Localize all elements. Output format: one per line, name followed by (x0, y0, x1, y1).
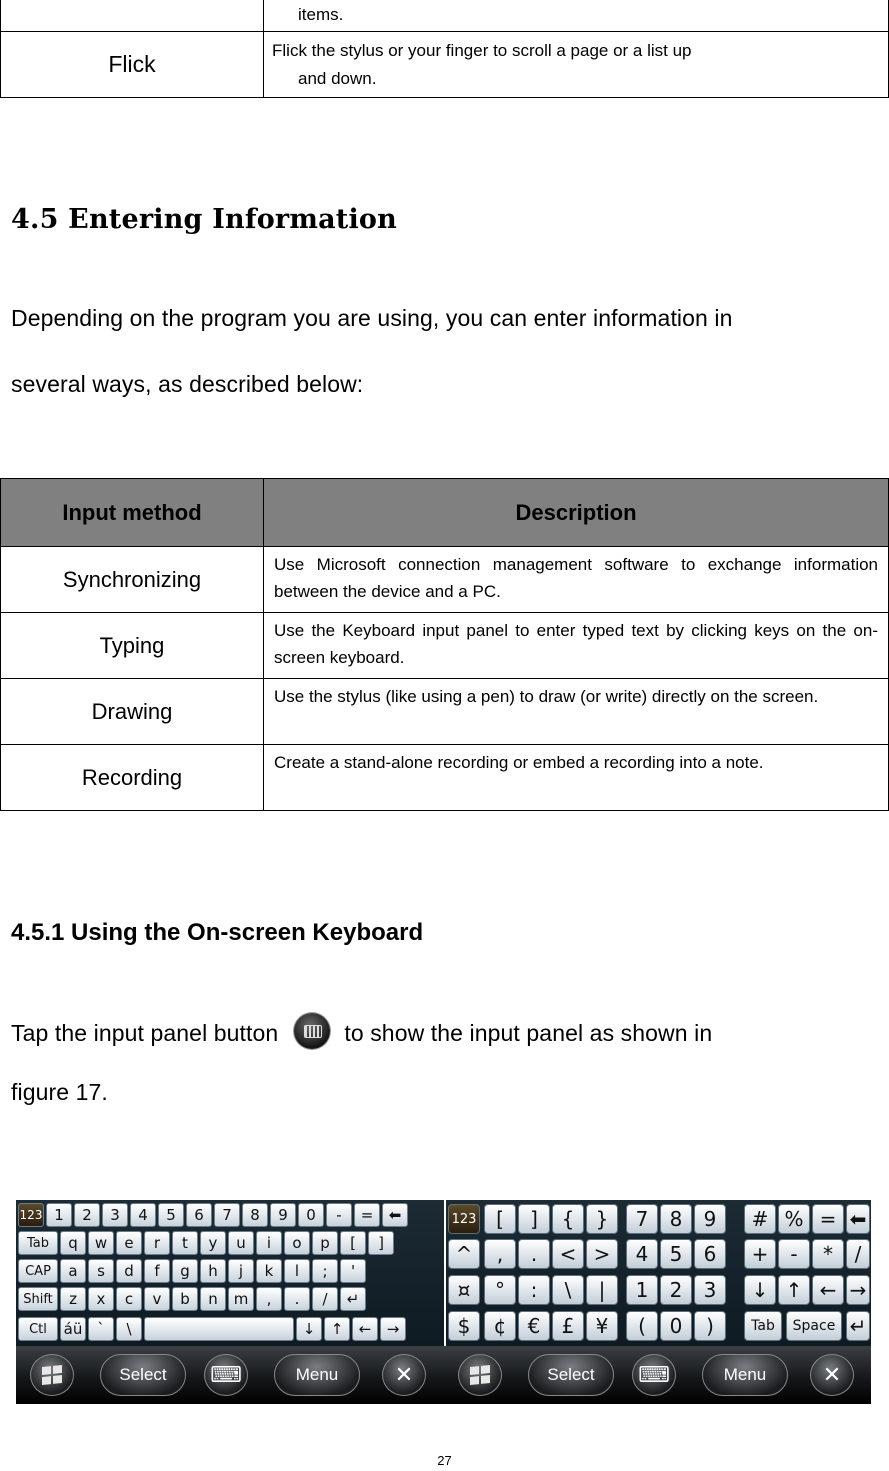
keyboard-key[interactable]: 2 (74, 1203, 100, 1227)
keyboard-key[interactable]: # (744, 1204, 776, 1234)
keyboard-key[interactable]: 0 (660, 1311, 692, 1341)
keyboard-key[interactable]: ( (626, 1311, 658, 1341)
backspace-key[interactable]: ⬅ (846, 1204, 870, 1234)
keyboard-key[interactable]: 5 (158, 1203, 184, 1227)
taskbar (16, 1346, 871, 1404)
description-cell: Create a stand-alone recording or embed a recording into a note. (264, 745, 889, 811)
qwerty-keyboard-panel (16, 1200, 444, 1346)
keyboard-key[interactable]: 3 (102, 1203, 128, 1227)
keyboard-key[interactable]: m (228, 1287, 254, 1311)
keyboard-key[interactable]: 1 (626, 1275, 658, 1305)
intro-line-2: several ways, as described below: (11, 371, 364, 397)
keyboard-key[interactable]: = (354, 1203, 380, 1227)
keyboard-key[interactable]: i (256, 1231, 282, 1255)
keyboard-key[interactable]: ↓ (744, 1275, 776, 1305)
instruction-line-1: Tap the input panel button to show the input panel as shown in (11, 1013, 712, 1049)
method-cell: Drawing (1, 679, 264, 745)
keyboard-key[interactable]: < (552, 1239, 584, 1269)
keyboard-key[interactable]: % (778, 1204, 810, 1234)
keyboard-key[interactable]: 3 (694, 1275, 726, 1305)
keyboard-key[interactable]: [ (340, 1231, 366, 1255)
keyboard-key[interactable]: u (228, 1231, 254, 1255)
keyboard-key[interactable]: b (172, 1287, 198, 1311)
keyboard-key[interactable]: → (846, 1275, 870, 1305)
keyboard-key[interactable]: ] (368, 1231, 394, 1255)
close-button[interactable]: ✕ (810, 1354, 854, 1396)
keyboard-key[interactable]: q (60, 1231, 86, 1255)
input-method-table (0, 478, 889, 811)
subsection-heading: 4.5.1 Using the On-screen Keyboard (11, 919, 424, 946)
keyboard-key[interactable]: ¤ (448, 1275, 480, 1305)
backspace-key[interactable]: ⬅ (382, 1203, 408, 1227)
windows-logo-icon (42, 1365, 62, 1385)
table-row (1, 679, 889, 745)
keyboard-key[interactable]: 4 (130, 1203, 156, 1227)
gesture-description: Flick the stylus or your finger to scroll a page or a list up and down. (264, 32, 889, 98)
keyboard-row (18, 1231, 394, 1255)
keyboard-key[interactable]: o (284, 1231, 310, 1255)
description-cell: Use the Keyboard input panel to enter typed text by clicking keys on the on- screen keyboard. (264, 613, 889, 679)
spacebar-key[interactable] (144, 1317, 294, 1341)
keyboard-key[interactable]: \ (116, 1317, 142, 1341)
keyboard-key[interactable]: 8 (660, 1204, 692, 1234)
start-button[interactable] (30, 1354, 74, 1396)
menu-button[interactable]: Menu (274, 1354, 360, 1396)
keyboard-icon (294, 1013, 330, 1049)
keyboard-key[interactable]: € (518, 1311, 550, 1341)
keyboard-toggle-button[interactable]: ⌨ (632, 1354, 676, 1396)
keyboard-key[interactable]: e (116, 1231, 142, 1255)
keyboard-key[interactable]: [ (484, 1204, 516, 1234)
keyboard-key[interactable]: Tab (18, 1231, 58, 1255)
method-cell: Synchronizing (1, 547, 264, 613)
keyboard-key[interactable]: r (144, 1231, 170, 1255)
keyboard-key[interactable]: Shift (18, 1287, 58, 1311)
keyboard-key[interactable]: ; (312, 1259, 338, 1283)
keyboard-row (18, 1259, 366, 1283)
keyboard-key[interactable]: c (116, 1287, 142, 1311)
table-row (1, 547, 889, 613)
method-cell: Typing (1, 613, 264, 679)
keyboard-key[interactable]: > (586, 1239, 618, 1269)
keyboard-key[interactable]: , (484, 1239, 516, 1269)
keyboard-key[interactable]: w (88, 1231, 114, 1255)
keyboard-key[interactable]: z (60, 1287, 86, 1311)
keyboard-key[interactable]: 9 (694, 1204, 726, 1234)
table-row (1, 745, 889, 811)
keyboard-key[interactable]: } (586, 1204, 618, 1234)
keyboard-key[interactable]: £ (552, 1311, 584, 1341)
keyboard-key[interactable]: 0 (298, 1203, 324, 1227)
keyboard-key[interactable]: \ (552, 1275, 584, 1305)
keyboard-key[interactable]: t (172, 1231, 198, 1255)
keyboard-key[interactable]: ) (694, 1311, 726, 1341)
keyboard-key[interactable]: 123 (448, 1204, 480, 1234)
keyboard-key[interactable]: ' (340, 1259, 366, 1283)
keyboard-key[interactable]: 123 (18, 1203, 44, 1227)
keyboard-key[interactable]: / (312, 1287, 338, 1311)
section-heading: 4.5 Entering Information (11, 204, 397, 235)
description-cell: Use the stylus (like using a pen) to draw (or write) directly on the screen. (264, 679, 889, 745)
keyboard-key[interactable]: ° (484, 1275, 516, 1305)
keyboard-key[interactable]: ← (352, 1317, 378, 1341)
keyboard-row (18, 1203, 408, 1227)
enter-key[interactable]: ↵ (340, 1287, 366, 1311)
keyboard-key[interactable]: ` (88, 1317, 114, 1341)
keyboard-key[interactable]: 2 (660, 1275, 692, 1305)
table-row (1, 32, 889, 98)
keyboard-key[interactable]: | (586, 1275, 618, 1305)
keyboard-key[interactable]: 7 (214, 1203, 240, 1227)
keyboard-toggle-button[interactable]: ⌨ (204, 1354, 248, 1396)
keyboard-key[interactable]: ] (518, 1204, 550, 1234)
keyboard-key[interactable]: * (812, 1239, 844, 1269)
keyboard-row (18, 1317, 406, 1341)
keyboard-key[interactable]: y (200, 1231, 226, 1255)
keyboard-key[interactable]: 5 (660, 1239, 692, 1269)
gesture-name (1, 0, 264, 32)
keyboard-key[interactable]: ↓ (296, 1317, 322, 1341)
keyboard-key[interactable]: p (312, 1231, 338, 1255)
keyboard-key[interactable]: 9 (270, 1203, 296, 1227)
keyboard-key[interactable]: = (812, 1204, 844, 1234)
instruction-line-2: figure 17. (11, 1079, 108, 1105)
keyboard-key[interactable]: ¢ (484, 1311, 516, 1341)
keyboard-key[interactable]: n (200, 1287, 226, 1311)
table-row (1, 613, 889, 679)
keyboard-key[interactable]: d (116, 1259, 142, 1283)
symbol-keyboard-panel (446, 1200, 871, 1346)
keyboard-key[interactable]: ↑ (778, 1275, 810, 1305)
keyboard-key[interactable]: . (284, 1287, 310, 1311)
column-header: Input method (1, 479, 264, 547)
keyboard-key[interactable]: 6 (694, 1239, 726, 1269)
keyboard-key[interactable]: 7 (626, 1204, 658, 1234)
keyboard-key[interactable]: - (326, 1203, 352, 1227)
start-button[interactable] (458, 1354, 502, 1396)
menu-button[interactable]: Menu (702, 1354, 788, 1396)
keyboard-key[interactable]: . (518, 1239, 550, 1269)
keyboard-key[interactable]: CAP (18, 1259, 58, 1283)
keyboard-key[interactable]: g (172, 1259, 198, 1283)
keyboard-key[interactable]: x (88, 1287, 114, 1311)
keyboard-key[interactable]: { (552, 1204, 584, 1234)
keyboard-key[interactable]: ← (812, 1275, 844, 1305)
tab-key[interactable]: Tab (744, 1311, 782, 1341)
windows-logo-icon (470, 1365, 490, 1385)
keyboard-key[interactable]: / (846, 1239, 870, 1269)
keyboard-key[interactable]: áü (60, 1317, 86, 1341)
keyboard-key[interactable]: 8 (242, 1203, 268, 1227)
keyboard-key[interactable]: $ (448, 1311, 480, 1341)
keyboard-key[interactable]: 4 (626, 1239, 658, 1269)
gesture-description: items. (264, 0, 889, 32)
method-cell: Recording (1, 745, 264, 811)
keyboard-key[interactable]: j (228, 1259, 254, 1283)
keyboard-key[interactable]: , (256, 1287, 282, 1311)
select-button[interactable]: Select (528, 1354, 614, 1396)
keyboard-key[interactable]: l (284, 1259, 310, 1283)
keyboard-key[interactable]: : (518, 1275, 550, 1305)
keyboard-key[interactable]: - (778, 1239, 810, 1269)
keyboard-key[interactable]: + (744, 1239, 776, 1269)
description-cell: Use Microsoft connection management software to exchange information between the device and a PC. (264, 547, 889, 613)
keyboard-key[interactable]: f (144, 1259, 170, 1283)
table-header-row (1, 479, 889, 547)
intro-line-1: Depending on the program you are using, you can enter information in (11, 305, 733, 331)
keyboard-key[interactable]: s (88, 1259, 114, 1283)
keyboard-key[interactable]: 6 (186, 1203, 212, 1227)
gestures-table (0, 0, 889, 98)
enter-key[interactable]: ↵ (846, 1311, 870, 1341)
keyboard-key[interactable]: ^ (448, 1239, 480, 1269)
table-row (1, 0, 889, 32)
keyboard-key[interactable]: a (60, 1259, 86, 1283)
keyboard-row (18, 1287, 366, 1311)
keyboard-key[interactable]: Ctl (18, 1317, 58, 1341)
keyboard-key[interactable]: v (144, 1287, 170, 1311)
keyboard-key[interactable]: 1 (46, 1203, 72, 1227)
keyboard-key[interactable]: ↑ (324, 1317, 350, 1341)
space-key[interactable]: Space (786, 1311, 842, 1341)
keyboard-key[interactable]: h (200, 1259, 226, 1283)
keyboard-key[interactable]: → (380, 1317, 406, 1341)
column-header: Description (264, 479, 889, 547)
page-number: 27 (437, 1453, 452, 1468)
select-button[interactable]: Select (100, 1354, 186, 1396)
keyboard-key[interactable]: ¥ (586, 1311, 618, 1341)
keyboard-key[interactable]: k (256, 1259, 282, 1283)
keyboard-figure (16, 1200, 871, 1406)
close-button[interactable]: ✕ (382, 1354, 426, 1396)
gesture-name: Flick (1, 32, 264, 98)
